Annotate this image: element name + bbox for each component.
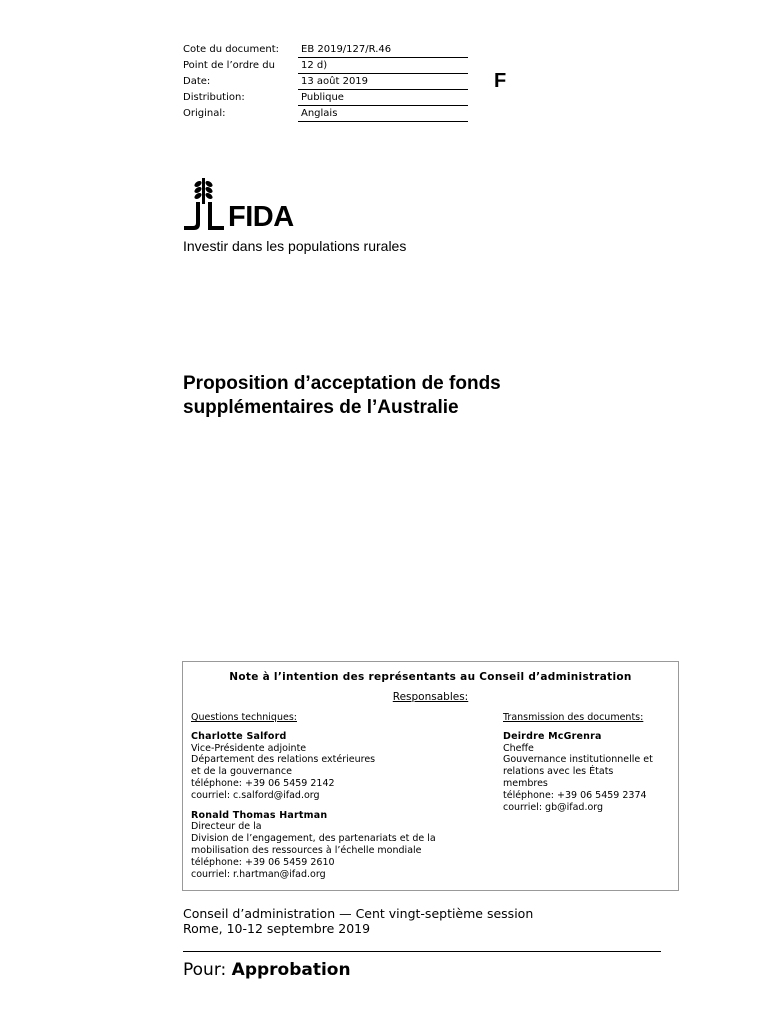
- contact-phone: téléphone: +39 06 5459 2142: [191, 777, 335, 789]
- contact-line: membres: [503, 777, 548, 789]
- meta-row: [183, 106, 473, 122]
- fida-logo: [182, 176, 442, 256]
- contact-name: Deirdre McGrenra: [503, 730, 602, 742]
- meta-label: Distribution:: [183, 92, 245, 103]
- logo-text: [182, 176, 442, 256]
- contact-line: et de la gouvernance: [191, 766, 292, 778]
- contact-line: Cheffe: [503, 742, 534, 754]
- title-line: Proposition d’acceptation de fonds: [183, 373, 501, 394]
- document-dispatch-column: [503, 712, 675, 821]
- meta-value: Publique: [298, 90, 468, 106]
- contact-email: courriel: r.hartman@ifad.org: [191, 868, 326, 880]
- document-title: [183, 372, 623, 420]
- contact-block: [191, 810, 481, 881]
- meta-label: Cote du document:: [183, 44, 280, 55]
- meta-row: [183, 74, 473, 90]
- contact-email: courriel: gb@ifad.org: [503, 801, 604, 813]
- contact-block: [191, 731, 481, 802]
- purpose-value: Approbation: [231, 960, 351, 980]
- meta-value: Anglais: [298, 106, 468, 122]
- meta-row: [183, 58, 473, 74]
- session-title: Conseil d’administration — Cent vingt-septième session: [183, 906, 534, 921]
- contact-line: mobilisation des ressources à l’échelle mondiale: [191, 844, 422, 856]
- note-subheading: Responsables:: [392, 691, 469, 703]
- contact-line: Directeur de la: [191, 821, 262, 833]
- session-place-date: Rome, 10-12 septembre 2019: [183, 921, 371, 936]
- purpose-line: [183, 960, 351, 980]
- technical-questions-column: [191, 712, 481, 888]
- contact-phone: téléphone: +39 06 5459 2374: [503, 789, 647, 801]
- meta-row: [183, 90, 473, 106]
- column-header: Questions techniques:: [191, 712, 297, 723]
- meta-row: [183, 42, 473, 58]
- meta-label: Point de l’ordre du: [183, 60, 275, 71]
- title-line: supplémentaires de l’Australie: [183, 397, 459, 418]
- logo-tagline: Investir dans les populations rurales: [183, 238, 407, 254]
- session-info: [183, 906, 533, 936]
- contact-name: Charlotte Salford: [191, 730, 287, 742]
- meta-value: EB 2019/127/R.46: [298, 42, 468, 58]
- note-box: [182, 661, 679, 891]
- meta-value: 12 d): [298, 58, 468, 74]
- meta-value: 13 août 2019: [298, 74, 468, 90]
- contact-block: [503, 731, 675, 814]
- logo-wordmark: FIDA: [228, 201, 294, 233]
- contact-line: relations avec les États: [503, 766, 614, 778]
- contact-line: Gouvernance institutionnelle et: [503, 754, 653, 766]
- contact-line: Division de l’engagement, des partenariats et de la: [191, 833, 436, 845]
- divider: [183, 951, 661, 952]
- column-header: Transmission des documents:: [503, 712, 644, 723]
- contact-line: Département des relations extérieures: [191, 754, 376, 766]
- contact-email: courriel: c.salford@ifad.org: [191, 789, 320, 801]
- contact-line: Vice-Présidente adjointe: [191, 742, 307, 754]
- contact-name: Ronald Thomas Hartman: [191, 809, 328, 821]
- document-metadata: [183, 42, 473, 122]
- note-heading: Note à l’intention des représentants au Conseil d’administration: [229, 671, 632, 683]
- contact-phone: téléphone: +39 06 5459 2610: [191, 856, 335, 868]
- meta-label: Date:: [183, 76, 211, 87]
- meta-label: Original:: [183, 108, 226, 119]
- purpose-prefix: Pour:: [183, 960, 227, 980]
- language-letter: F: [494, 70, 507, 92]
